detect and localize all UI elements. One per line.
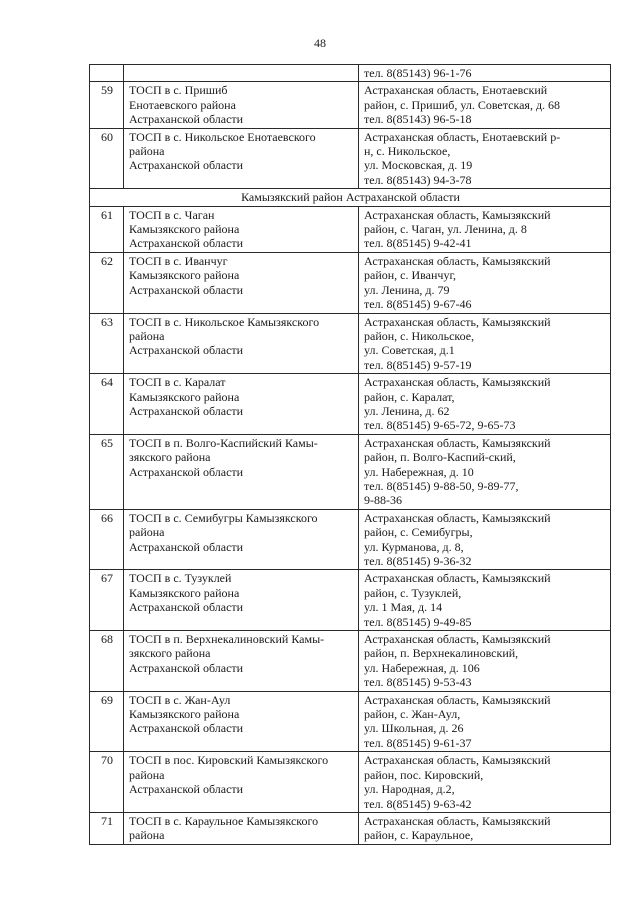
office-name: ТОСП в с. Жан-Аул Камызякского района Астраханской области (124, 691, 359, 752)
region-header-row (90, 189, 611, 206)
row-number: 66 (90, 509, 124, 570)
office-name: ТОСП в п. Верхнекалиновский Камы- зякского района Астраханской области (124, 631, 359, 692)
row-number: 59 (90, 82, 124, 128)
row-number: 71 (90, 812, 124, 844)
office-address: Астраханская область, Камызякский район, с. Никольское, ул. Советская, д.1 тел. 8(85145) 9-57-19 (359, 313, 611, 374)
office-name: ТОСП в пос. Кировский Камызякского района Астраханской области (124, 752, 359, 813)
table-row (90, 509, 611, 570)
office-address: Астраханская область, Камызякский район, с. Жан-Аул, ул. Школьная, д. 26 тел. 8(85145) 9-61-37 (359, 691, 611, 752)
office-address: Астраханская область, Камызякский район, с. Чаган, ул. Ленина, д. 8 тел. 8(85145) 9-42-41 (359, 206, 611, 252)
row-number: 60 (90, 128, 124, 189)
office-address: Астраханская область, Камызякский район, с. Каралат, ул. Ленина, д. 62 тел. 8(85145) 9-65-72, 9-65-73 (359, 374, 611, 435)
table-row (90, 65, 611, 82)
row-number: 68 (90, 631, 124, 692)
office-address: Астраханская область, Енотаевский р- н, с. Никольское, ул. Московская, д. 19 тел. 8(85143) 94-3-78 (359, 128, 611, 189)
office-name: ТОСП в с. Никольское Енотаевского района Астраханской области (124, 128, 359, 189)
office-address: тел. 8(85143) 96-1-76 (359, 65, 611, 82)
table-row (90, 691, 611, 752)
office-name: ТОСП в с. Пришиб Енотаевского района Астраханской области (124, 82, 359, 128)
table-row (90, 631, 611, 692)
office-name: ТОСП в с. Никольское Камызякского района Астраханской области (124, 313, 359, 374)
office-address: Астраханская область, Камызякский район, п. Верхнекалиновский, ул. Набережная, д. 106 тел. 8(85145) 9-53-43 (359, 631, 611, 692)
region-heading: Камызякский район Астраханской области (90, 189, 611, 206)
table-row (90, 313, 611, 374)
office-address: Астраханская область, Камызякский район, п. Волго-Каспий-ский, ул. Набережная, д. 10 тел. 8(85145) 9-88-50, 9-89-77, 9-88-36 (359, 434, 611, 509)
table-row (90, 434, 611, 509)
office-name (124, 65, 359, 82)
office-name: ТОСП в с. Каралат Камызякского района Астраханской области (124, 374, 359, 435)
table-row (90, 570, 611, 631)
table-row (90, 812, 611, 844)
office-address: Астраханская область, Енотаевский район, с. Пришиб, ул. Советская, д. 68 тел. 8(85143) 96-5-18 (359, 82, 611, 128)
office-address: Астраханская область, Камызякский район, с. Иванчуг, ул. Ленина, д. 79 тел. 8(85145) 9-67-46 (359, 252, 611, 313)
table-row (90, 82, 611, 128)
table-row (90, 128, 611, 189)
office-address: Астраханская область, Камызякский район, с. Караульное, (359, 812, 611, 844)
row-number: 70 (90, 752, 124, 813)
row-number: 65 (90, 434, 124, 509)
registry-table-body (90, 65, 611, 845)
table-row (90, 374, 611, 435)
row-number: 61 (90, 206, 124, 252)
office-name: ТОСП в с. Чаган Камызякского района Астраханской области (124, 206, 359, 252)
row-number: 69 (90, 691, 124, 752)
table-row (90, 752, 611, 813)
row-number: 62 (90, 252, 124, 313)
row-number: 64 (90, 374, 124, 435)
registry-table (89, 64, 611, 845)
row-number: 67 (90, 570, 124, 631)
office-address: Астраханская область, Камызякский район, пос. Кировский, ул. Народная, д.2, тел. 8(85145) 9-63-42 (359, 752, 611, 813)
office-name: ТОСП в п. Волго-Каспийский Камы- зякского района Астраханской области (124, 434, 359, 509)
office-name: ТОСП в с. Иванчуг Камызякского района Астраханской области (124, 252, 359, 313)
office-address: Астраханская область, Камызякский район, с. Семибугры, ул. Курманова, д. 8, тел. 8(85145) 9-36-32 (359, 509, 611, 570)
table-row (90, 252, 611, 313)
row-number: 63 (90, 313, 124, 374)
office-address: Астраханская область, Камызякский район, с. Тузуклей, ул. 1 Мая, д. 14 тел. 8(85145) 9-49-85 (359, 570, 611, 631)
row-number (90, 65, 124, 82)
table-row (90, 206, 611, 252)
page-number: 48 (314, 36, 326, 50)
office-name: ТОСП в с. Тузуклей Камызякского района Астраханской области (124, 570, 359, 631)
office-name: ТОСП в с. Семибугры Камызякского района Астраханской области (124, 509, 359, 570)
office-name: ТОСП в с. Караульное Камызякского района (124, 812, 359, 844)
